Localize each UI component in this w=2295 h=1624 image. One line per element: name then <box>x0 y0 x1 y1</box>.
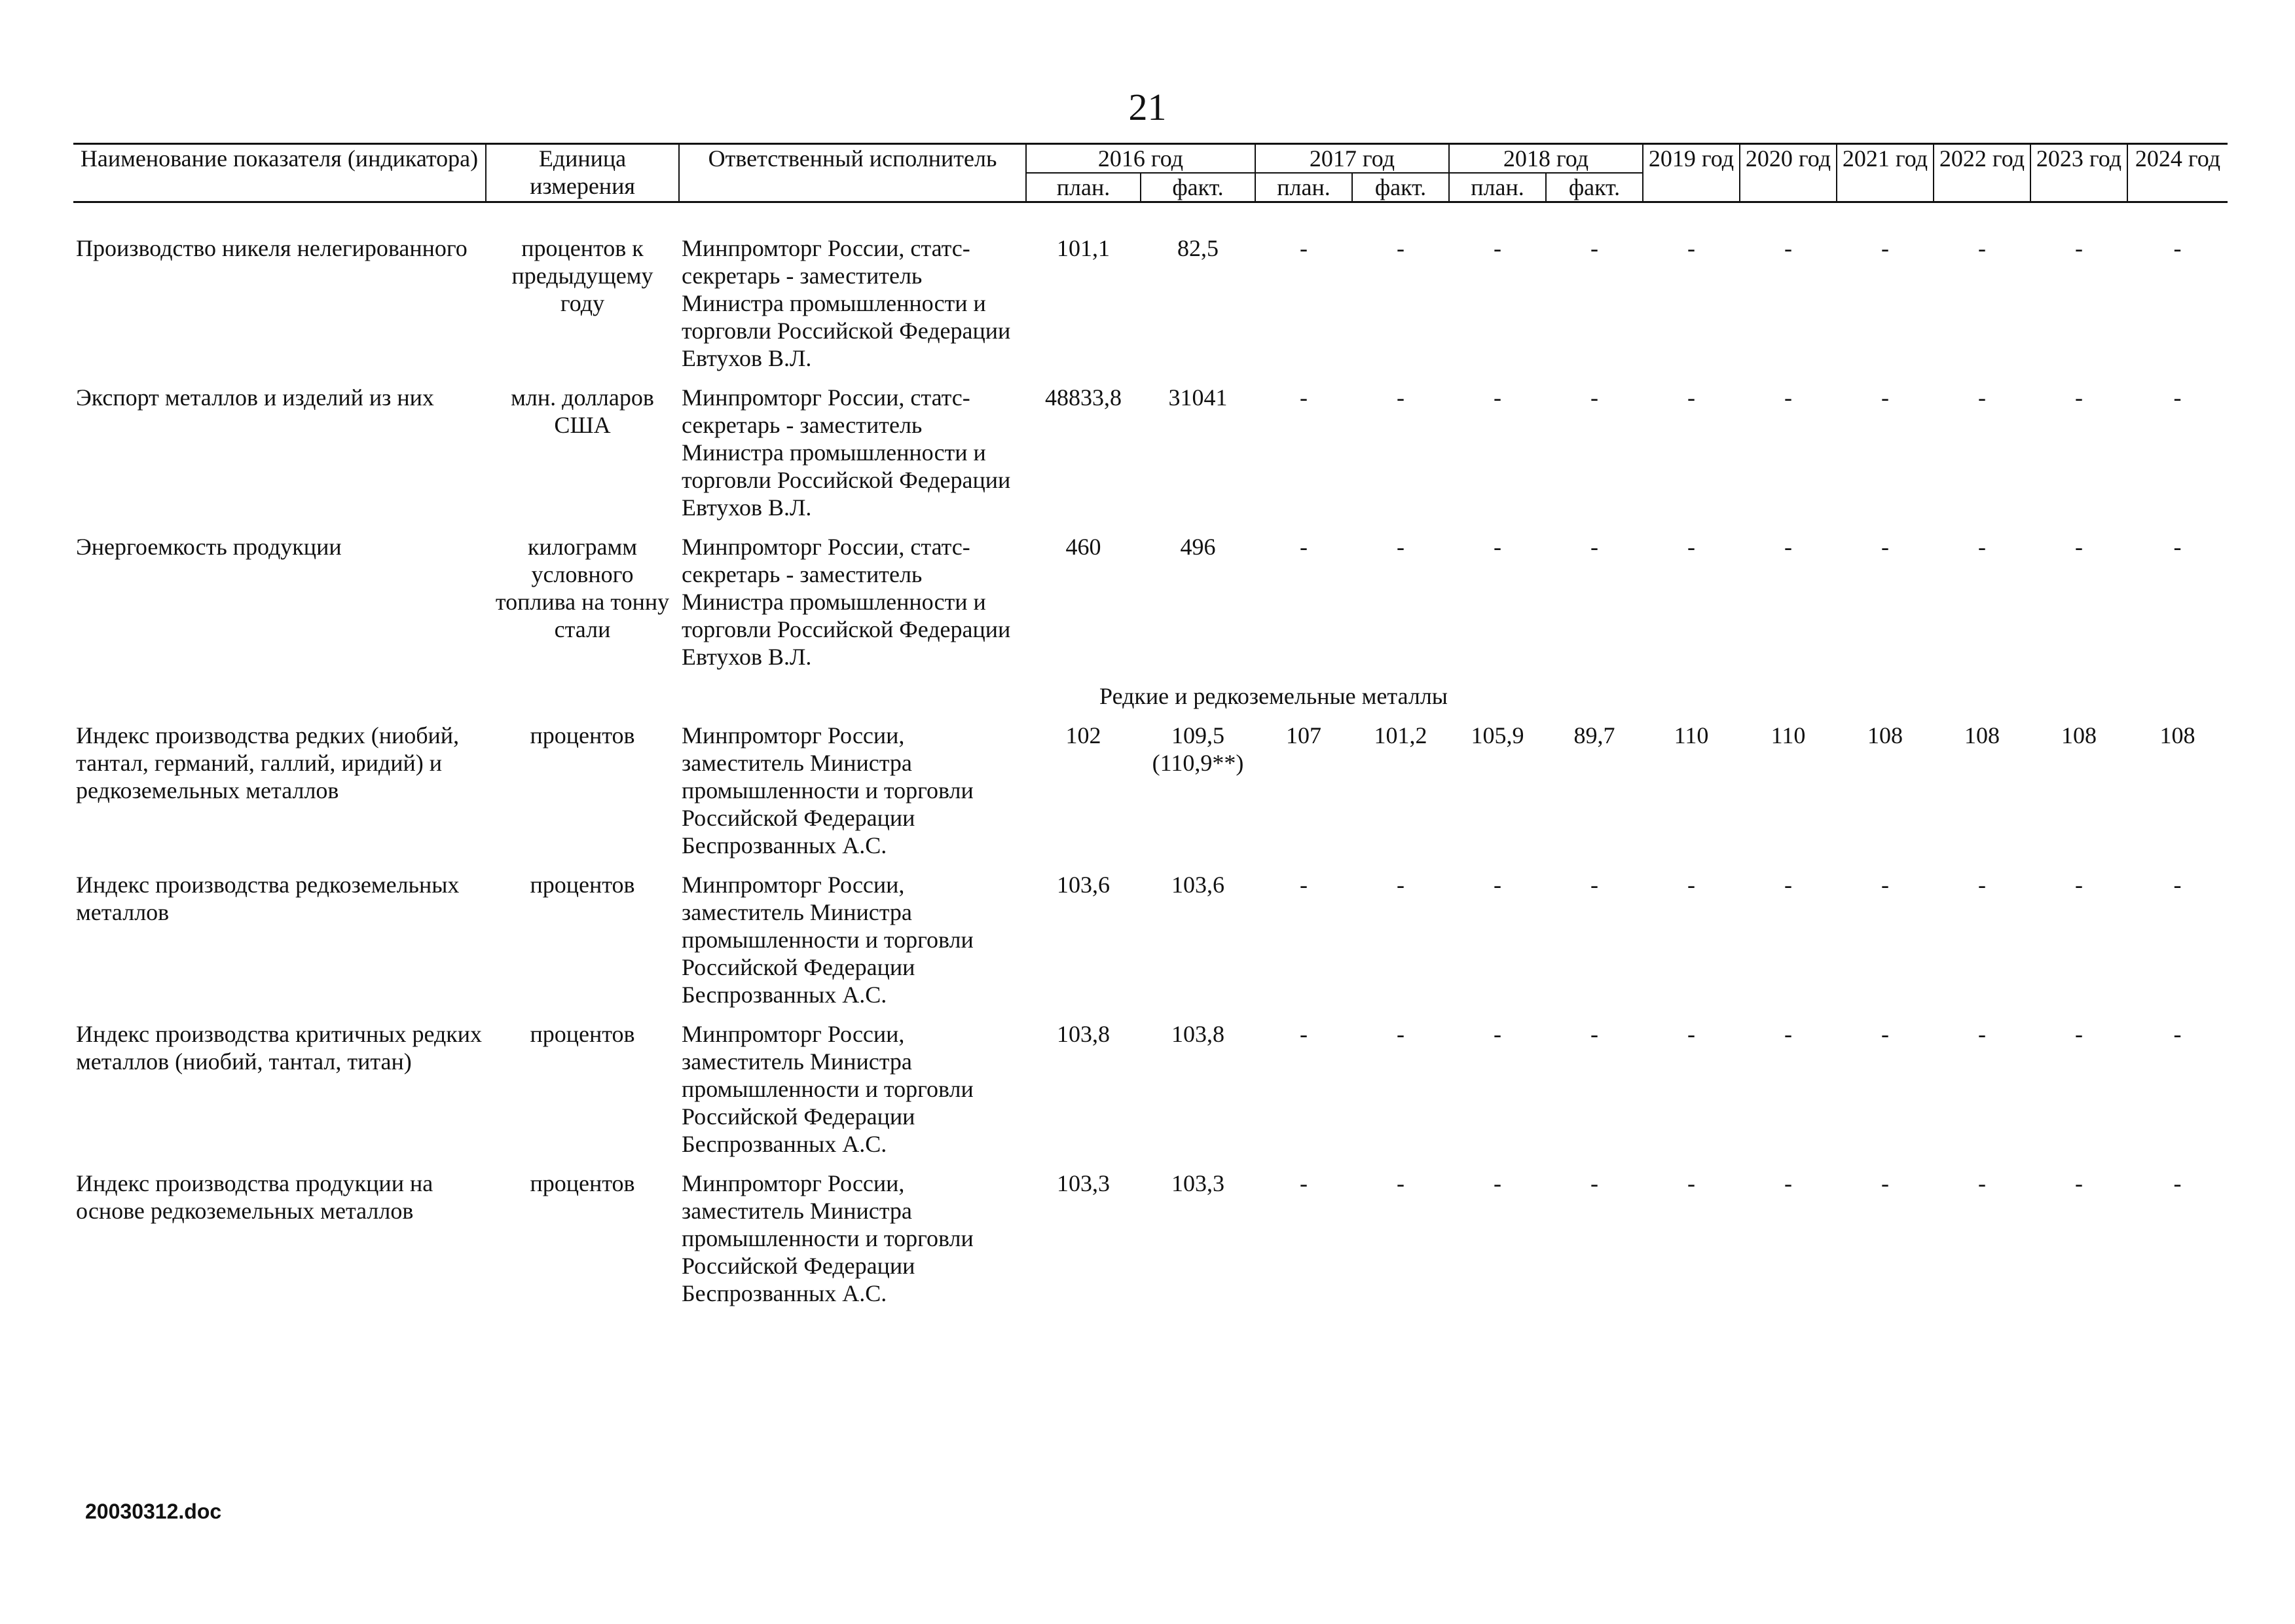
value-cell: 101,1 <box>1057 235 1110 261</box>
header-year-2018: 2018 год <box>1449 144 1643 174</box>
indicator-name: Индекс производства редкоземельных металлов <box>76 872 460 925</box>
unit-cell: процентов к предыдущему году <box>511 235 653 316</box>
header-executor: Ответственный исполнитель <box>679 144 1026 202</box>
indicators-table <box>73 143 2228 1319</box>
value-cell: 108 <box>1964 722 2000 748</box>
value-cell: - <box>1881 235 1889 261</box>
document-code: 20030312.doc <box>85 1500 222 1523</box>
table-row <box>73 533 2228 682</box>
header-year-2021: 2021 год <box>1837 144 1934 202</box>
header-name: Наименование показателя (индикатора) <box>73 144 486 202</box>
header-unit: Единица измерения <box>486 144 679 202</box>
value-cell: - <box>1300 235 1308 261</box>
value-cell: 105,9 <box>1471 722 1524 748</box>
indicator-name: Энергоемкость продукции <box>76 534 342 560</box>
header-year-2022: 2022 год <box>1934 144 2030 202</box>
value-cell: - <box>1784 1021 1792 1047</box>
value-cell: - <box>1687 872 1695 898</box>
executor-cell: Минпромторг России, заместитель Министра промышленности и торговли Российской Федерации Беспрозванных А.С. <box>682 1170 974 1306</box>
value-cell: - <box>2173 534 2182 560</box>
value-cell: - <box>1784 534 1792 560</box>
header-year-2017: 2017 год <box>1255 144 1449 174</box>
table-row <box>73 1020 2228 1170</box>
value-cell: - <box>1687 1021 1695 1047</box>
header-year-2020: 2020 год <box>1740 144 1837 202</box>
value-cell: - <box>1300 872 1308 898</box>
value-cell: - <box>1978 872 1986 898</box>
table-row <box>73 722 2228 871</box>
value-cell: - <box>1590 1170 1598 1196</box>
value-cell: - <box>2075 534 2083 560</box>
value-cell: - <box>2075 235 2083 261</box>
value-cell: - <box>1300 1021 1308 1047</box>
table-header <box>73 144 2228 202</box>
value-cell: - <box>1978 235 1986 261</box>
value-cell: - <box>2173 235 2182 261</box>
header-year-2024: 2024 год <box>2127 144 2228 202</box>
value-cell: - <box>1881 1021 1889 1047</box>
header-plan-2017: план. <box>1255 173 1352 202</box>
value-cell: - <box>1978 1021 1986 1047</box>
value-cell: - <box>1687 384 1695 411</box>
header-fact-2017: факт. <box>1352 173 1449 202</box>
value-cell: 103,3 <box>1171 1170 1224 1196</box>
value-cell: - <box>1590 872 1598 898</box>
value-cell: - <box>2173 384 2182 411</box>
value-cell: 103,6 <box>1057 872 1110 898</box>
unit-cell: процентов <box>530 1021 635 1047</box>
value-cell: - <box>1881 872 1889 898</box>
value-cell: 31041 <box>1168 384 1228 411</box>
value-cell: - <box>1397 534 1405 560</box>
executor-cell: Минпромторг России, заместитель Министра промышленности и торговли Российской Федерации Беспрозванных А.С. <box>682 722 974 858</box>
value-cell: - <box>1397 235 1405 261</box>
indicator-name: Производство никеля нелегированного <box>76 235 468 261</box>
value-cell: - <box>1494 1170 1501 1196</box>
unit-cell: млн. долларов США <box>511 384 654 438</box>
value-cell: - <box>1687 1170 1695 1196</box>
value-cell: 460 <box>1065 534 1101 560</box>
value-cell: 103,8 <box>1057 1021 1110 1047</box>
header-fact-2018: факт. <box>1546 173 1643 202</box>
value-cell: 101,2 <box>1374 722 1427 748</box>
value-cell: - <box>1590 235 1598 261</box>
value-cell: 82,5 <box>1177 235 1219 261</box>
value-cell: - <box>1494 872 1501 898</box>
value-cell: - <box>1881 534 1889 560</box>
value-cell: - <box>1881 1170 1889 1196</box>
value-cell: 110 <box>1674 722 1709 748</box>
value-cell: - <box>1590 534 1598 560</box>
header-plan-2018: план. <box>1449 173 1546 202</box>
header-year-2016: 2016 год <box>1026 144 1255 174</box>
executor-cell: Минпромторг России, заместитель Министра промышленности и торговли Российской Федерации Беспрозванных А.С. <box>682 1021 974 1157</box>
value-cell: 48833,8 <box>1045 384 1122 411</box>
value-cell: 102 <box>1065 722 1101 748</box>
value-cell: - <box>1784 235 1792 261</box>
value-cell: - <box>2173 1021 2182 1047</box>
value-cell: - <box>1397 872 1405 898</box>
value-cell: - <box>1397 384 1405 411</box>
value-cell: - <box>1397 1170 1405 1196</box>
value-cell: - <box>1881 384 1889 411</box>
unit-cell: процентов <box>530 872 635 898</box>
value-cell: - <box>1397 1021 1405 1047</box>
indicator-name: Индекс производства продукции на основе редкоземельных металлов <box>76 1170 433 1224</box>
header-year-2023: 2023 год <box>2030 144 2127 202</box>
indicator-name: Индекс производства критичных редких металлов (ниобий, тантал, титан) <box>76 1021 483 1075</box>
value-cell: 103,3 <box>1057 1170 1110 1196</box>
value-cell: 89,7 <box>1573 722 1615 748</box>
value-cell: 103,6 <box>1171 872 1224 898</box>
value-cell: - <box>1590 1021 1598 1047</box>
value-cell: - <box>1494 534 1501 560</box>
section-title: Редкие и редкоземельные металлы <box>1099 683 1448 709</box>
header-fact-2016: факт. <box>1141 173 1255 202</box>
value-cell: - <box>1590 384 1598 411</box>
value-cell: - <box>1300 384 1308 411</box>
executor-cell: Минпромторг России, статс-секретарь - заместитель Министра промышленности и торговли Российской Федерации Евтухов В.Л. <box>682 534 1011 670</box>
executor-cell: Минпромторг России, заместитель Министра промышленности и торговли Российской Федерации Беспрозванных А.С. <box>682 872 974 1008</box>
executor-cell: Минпромторг России, статс-секретарь - заместитель Министра промышленности и торговли Российской Федерации Евтухов В.Л. <box>682 235 1011 371</box>
table-body <box>73 202 2228 1320</box>
value-cell: 108 <box>2061 722 2097 748</box>
table-row <box>73 384 2228 533</box>
unit-cell: процентов <box>530 722 635 748</box>
value-cell: 108 <box>2159 722 2195 748</box>
unit-cell: процентов <box>530 1170 635 1196</box>
value-cell: - <box>1978 534 1986 560</box>
value-cell: 109,5 (110,9**) <box>1152 722 1244 776</box>
unit-cell: килограмм условного топлива на тонну стали <box>495 534 670 642</box>
value-cell: - <box>2173 1170 2182 1196</box>
value-cell: - <box>1784 384 1792 411</box>
value-cell: - <box>2075 872 2083 898</box>
section-row <box>73 682 2228 722</box>
table-row <box>73 871 2228 1020</box>
value-cell: 107 <box>1286 722 1321 748</box>
value-cell: - <box>1494 1021 1501 1047</box>
header-plan-2016: план. <box>1026 173 1141 202</box>
value-cell: - <box>2075 1021 2083 1047</box>
value-cell: - <box>1687 534 1695 560</box>
value-cell: 103,8 <box>1171 1021 1224 1047</box>
value-cell: - <box>2075 1170 2083 1196</box>
value-cell: - <box>1687 235 1695 261</box>
value-cell: - <box>1978 384 1986 411</box>
executor-cell: Минпромторг России, статс-секретарь - заместитель Министра промышленности и торговли Российской Федерации Евтухов В.Л. <box>682 384 1011 521</box>
value-cell: 496 <box>1180 534 1216 560</box>
indicator-name: Экспорт металлов и изделий из них <box>76 384 434 411</box>
value-cell: - <box>1494 235 1501 261</box>
indicator-name: Индекс производства редких (ниобий, тантал, германий, галлий, иридий) и редкоземельных металлов <box>76 722 460 803</box>
value-cell: - <box>1300 534 1308 560</box>
value-cell: - <box>1978 1170 1986 1196</box>
value-cell: - <box>1494 384 1501 411</box>
value-cell: - <box>1784 1170 1792 1196</box>
value-cell: 108 <box>1867 722 1903 748</box>
table-row <box>73 1170 2228 1319</box>
value-cell: - <box>1300 1170 1308 1196</box>
value-cell: - <box>1784 872 1792 898</box>
page-number: 21 <box>1128 86 1167 128</box>
value-cell: - <box>2173 872 2182 898</box>
table-row <box>73 234 2228 384</box>
value-cell: 110 <box>1771 722 1806 748</box>
value-cell: - <box>2075 384 2083 411</box>
header-year-2019: 2019 год <box>1643 144 1740 202</box>
